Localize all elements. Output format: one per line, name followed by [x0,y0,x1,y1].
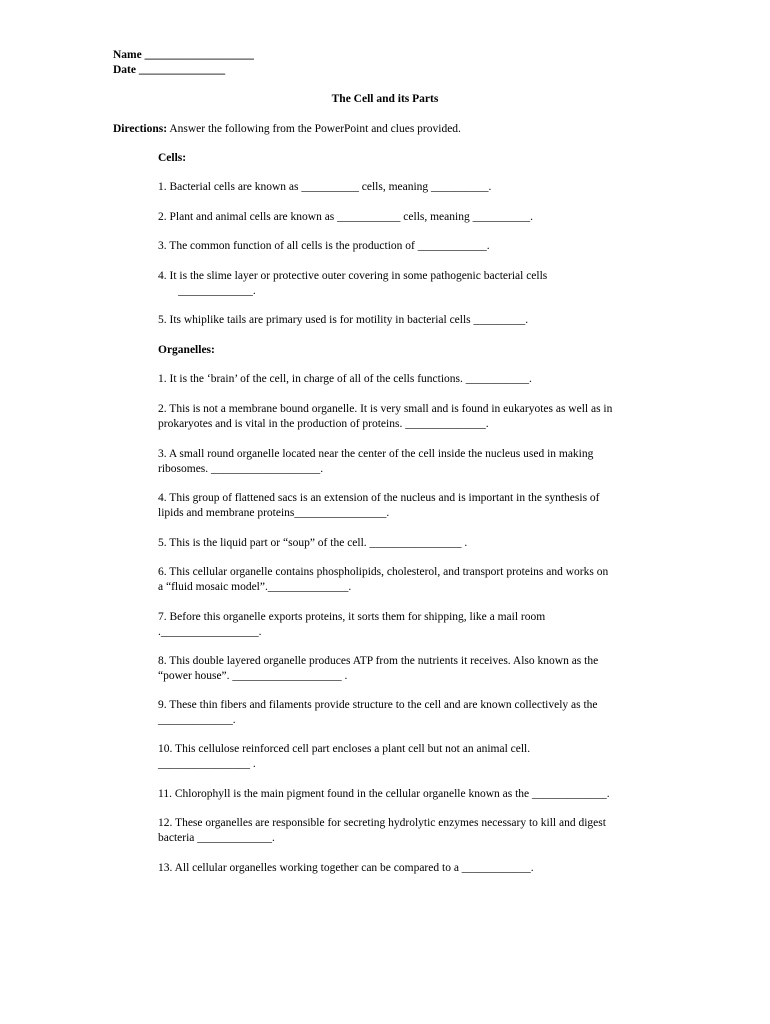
cells-question-4 [158,269,663,299]
question-text: 5. This is the liquid part or “soup” of the cell. ________________ . [158,537,468,549]
question-text: 2. This is not a membrane bound organelle. It is very small and is found in eukaryotes as well as in [158,403,613,415]
question-text: 5. Its whiplike tails are primary used is for motility in bacterial cells _________. [158,314,529,326]
organelles-question-13 [158,861,663,876]
question-text: 1. Bacterial cells are known as __________ cells, meaning __________. [158,181,492,193]
date-field-label: Date _______________ [113,64,226,76]
organelles-question-7 [158,610,663,640]
question-text-continued: prokaryotes and is vital in the production of proteins. ______________. [158,418,489,430]
name-field-label: Name ___________________ [113,49,254,61]
organelles-question-1 [158,372,663,387]
question-text: 13. All cellular organelles working together can be compared to a ____________. [158,862,534,874]
question-text-continued: _____________. [158,285,256,297]
organelles-question-8 [158,654,663,684]
question-text: 9. These thin fibers and filaments provide structure to the cell and are known collectively as the [158,699,598,711]
question-text-continued: _____________. [158,714,236,726]
cells-heading: Cells: [158,152,187,164]
organelles-question-2 [158,402,663,432]
cells-question-1 [158,180,663,195]
question-text-continued: lipids and membrane proteins________________. [158,507,390,519]
cells-question-5 [158,313,663,328]
cells-question-3 [158,239,663,254]
question-text: 11. Chlorophyll is the main pigment found in the cellular organelle known as the _____________. [158,788,610,800]
organelles-question-3 [158,447,663,477]
question-text: 1. It is the ‘brain’ of the cell, in charge of all of the cells functions. ___________. [158,373,532,385]
organelles-question-4 [158,491,663,521]
organelles-question-5 [158,536,663,551]
organelles-question-12 [158,816,663,846]
organelles-heading: Organelles: [158,344,215,356]
directions-label: Directions: [113,123,168,135]
question-text: 12. These organelles are responsible for secreting hydrolytic enzymes necessary to kill and digest [158,817,606,829]
question-text: 8. This double layered organelle produces ATP from the nutrients it receives. Also known as the [158,655,599,667]
question-text: 6. This cellular organelle contains phospholipids, cholesterol, and transport proteins and works on [158,566,609,578]
question-text-continued: ribosomes. ___________________. [158,463,324,475]
directions [113,122,461,136]
cells-question-2 [158,210,663,225]
organelles-question-9 [158,698,663,728]
question-text: 4. This group of flattened sacs is an extension of the nucleus and is important in the synthesis of [158,492,600,504]
question-text: 3. A small round organelle located near the center of the cell inside the nucleus used in making [158,448,594,460]
question-text: 7. Before this organelle exports proteins, it sorts them for shipping, like a mail room [158,611,546,623]
page-title: The Cell and its Parts [331,93,439,105]
question-text-continued: “power house”. ___________________ . [158,670,348,682]
question-text: 10. This cellulose reinforced cell part encloses a plant cell but not an animal cell. [158,743,531,755]
question-text-continued: bacteria _____________. [158,832,275,844]
organelles-question-6 [158,565,663,595]
organelles-question-10 [158,742,663,772]
question-text: 4. It is the slime layer or protective outer covering in some pathogenic bacterial cells [158,270,548,282]
question-text-continued: ._________________. [158,626,262,638]
directions-text: Answer the following from the PowerPoint and clues provided. [167,123,461,135]
question-text: 2. Plant and animal cells are known as ___________ cells, meaning __________. [158,211,533,223]
organelles-question-11 [158,787,663,802]
question-text: 3. The common function of all cells is the production of ____________. [158,240,490,252]
question-text-continued: a “fluid mosaic model”.______________. [158,581,352,593]
question-text-continued: ________________ . [158,758,256,770]
